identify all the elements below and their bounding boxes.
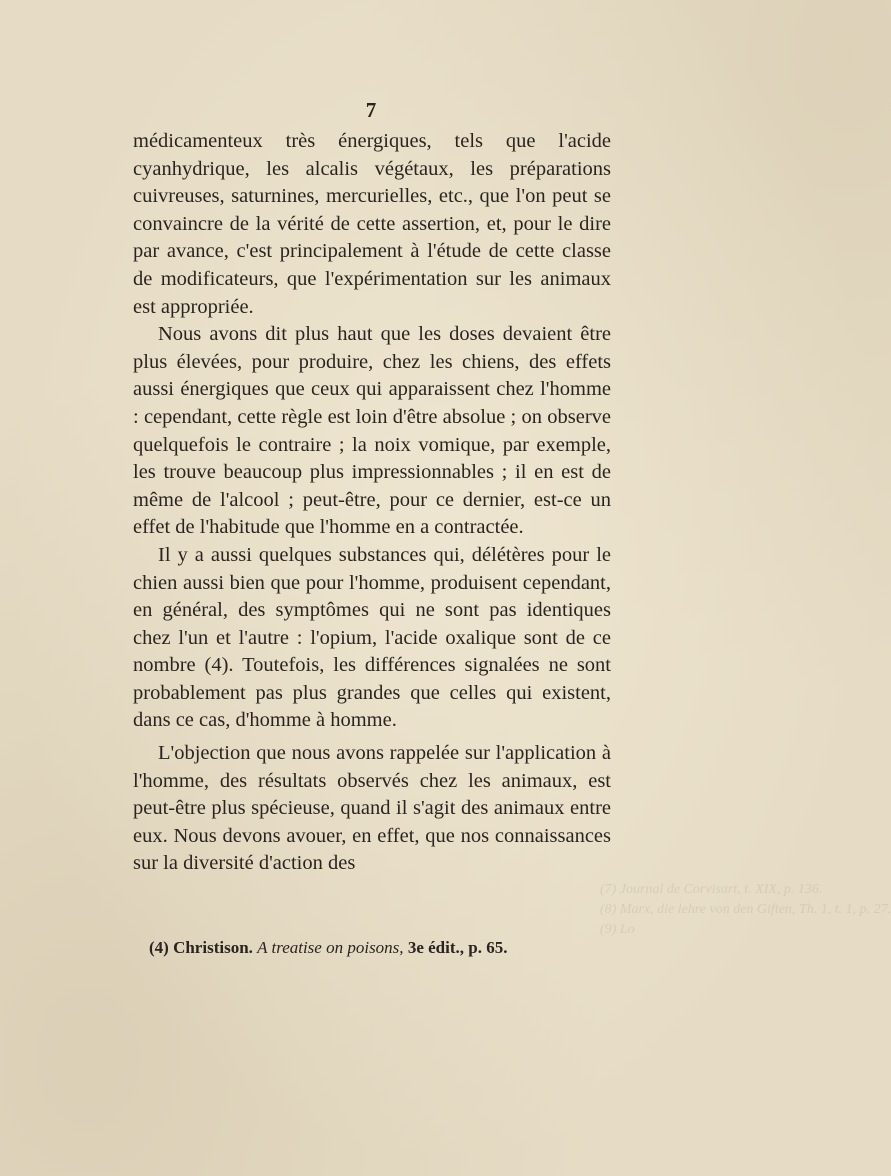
show-through-text xyxy=(600,880,891,940)
show-through-line-3: (9) Lo xyxy=(600,922,635,937)
paragraph-2: Nous avons dit plus haut que les doses devaient être plus élevées, pour produire, chez les chiens, des effets aussi énergiques que ceux qui apparaissent chez l'homme : cependant, cette règle est loin d'être absolue ; on observe quelquefois le contraire ; la noix vomique, par exemple, les trouve beaucoup plus impressionnables ; il en est de même de l'alcool ; peut-être, pour ce dernier, est-ce un effet de l'habitude que l'homme en a contractée. xyxy=(133,323,611,539)
footnote-marker: (4) xyxy=(149,938,169,957)
footnote-author: Christison. xyxy=(173,938,253,957)
footnote xyxy=(149,938,619,958)
body-text xyxy=(133,128,611,878)
footnote-edition: 3e édit., p. 65. xyxy=(407,938,508,957)
show-through-line-1: (7) Journal de Corvisart, t. XIX, p. 136. xyxy=(600,882,823,897)
show-through-line-2: (8) Marx, die lehre von den Giften, Th. 1, t. 1, p. 27. xyxy=(600,902,891,917)
footnote-work: A treatise on poisons, xyxy=(257,938,404,957)
paragraph-1: médicamenteux très énergiques, tels que l'acide cyanhydrique, les alcalis végétaux, les préparations cuivreuses, saturnines, mercurielles, etc., que l'on peut se convaincre de la vérité de cette assertion, et, pour le dire par avance, c'est principalement à l'étude de cette classe de modificateurs, que l'expérimentation sur les animaux est appropriée. xyxy=(133,130,611,318)
page-number: 7 xyxy=(365,98,377,122)
paragraph-3: Il y a aussi quelques substances qui, délétères pour le chien aussi bien que pour l'homme, produisent cependant, en général, des symptômes qui ne sont pas identiques chez l'un et l'autre : l'opium, l'acide oxalique sont de ce nombre (4). Toutefois, les différences signalées ne sont probablement pas plus grandes que celles qui existent, dans ce cas, d'homme à homme. xyxy=(133,543,611,732)
paragraph-4: L'objection que nous avons rappelée sur l'application à l'homme, des résultats observés chez les animaux, est peut-être plus spécieuse, quand il s'agit des animaux entre eux. Nous devons avouer, en effet, que nos connaissances sur la diversité d'action des xyxy=(133,742,611,875)
